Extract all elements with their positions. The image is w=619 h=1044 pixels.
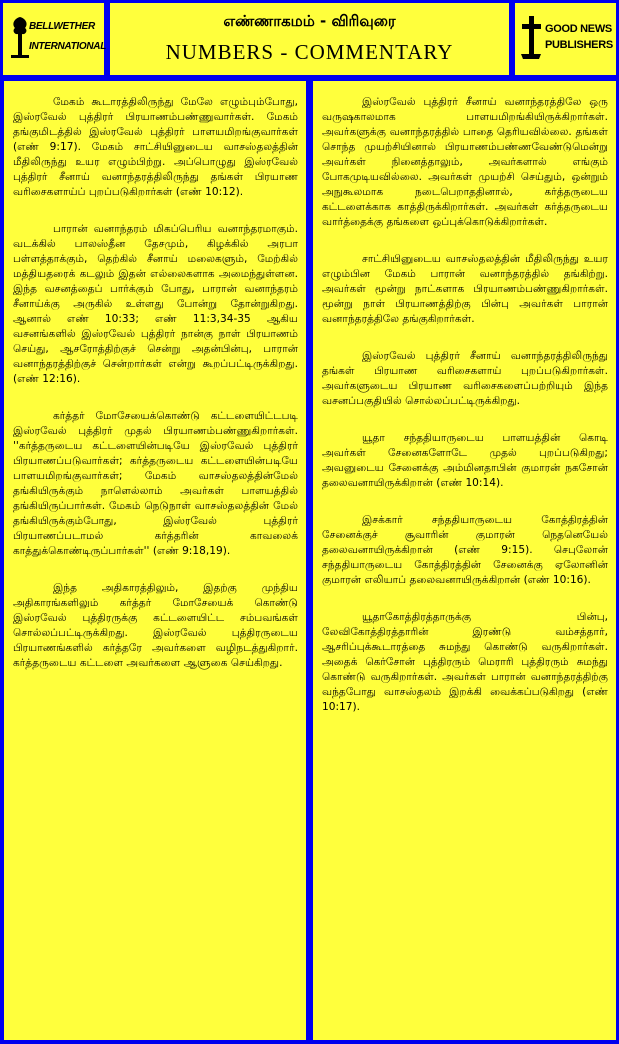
paragraph: இஸ்ரவேல் புத்திரர் சீனாய் வனாந்தரத்திலிருந்து தங்கள் பிரயாண வரிசைகளாய் புறப்படுகிறார்கள். அவர்களுடைய பிரயாண வரிசைகளைப்பற்றியும் இந்த வசனப்பகுதியில் சொல்லப்பட்டிருக்கிறது. (322, 350, 608, 407)
title-english: NUMBERS - COMMENTARY (165, 40, 454, 64)
left-column (4, 81, 306, 1040)
title-tamil: எண்ணாகமம் - விரிவுரை (223, 12, 396, 30)
ram-logo-icon (9, 15, 31, 59)
left-logo-line1: BELLWETHER (29, 21, 95, 32)
right-column (313, 81, 616, 1040)
paragraph: மேகம் கூடாரத்திலிருந்து மேலே எழும்பும்போது, இஸ்ரவேல் புத்திரர் பிரயாணம்பண்ணுவார்கள். மேகம் தங்குமிடத்தில் இஸ்ரவேல் புத்திரர் பாளயமிறங்குவார்கள் (எண் 9:17). மேகம் சாட்சியினுடைய வாசஸ்தலத்தின் மீதிலிருந்து உயர எழும்பிற்று. அப்பொழுது இஸ்ரவேல் புத்திரர் சீனாய் வனாந்தரத்திலிருந்து தங்கள் பிரயாண வரிசைகளாய்ப் புறப்படுகிறார்கள் (எண் 10:12). (13, 96, 298, 198)
paragraph: சாட்சியினுடைய வாசஸ்தலத்தின் மீதிலிருந்து உயர எழும்பின மேகம் பாரான் வனாந்தரத்தில் தங்கிற்று. அவர்கள் மூன்று நாட்களாக பிரயாணம்பண்ணுகிறார்கள். மூன்று நாள் பிரயாணத்திற்கு பின்பு அவர்கள் பாரான் வனாந்தரத்திலே தங்குகிறார்கள். (322, 253, 608, 325)
paragraph: பாரான் வனாந்தரம் மிகப்பெரிய வனாந்தரமாகும். வடக்கில் பாலஸ்தீன தேசமும், கிழக்கில் அரபா பள்ளத்தாக்கும், தெற்கில் சீனாய் மலைகளும், மேற்கில் மத்தியதரைக் கடலும் இதன் எல்லைகளாக அமைந்துள்ளன. இந்த வசனத்தைப் பார்க்கும் போது, பாரான் வனாந்தரம் சீனாய்க்கு அருகில் உள்ளது போன்று தோன்றுகிறது. ஆனால் எண் 10:33; எண் 11:3,34-35 ஆகிய வசனங்களில் இஸ்ரவேல் புத்திரர் நான்கு நாள் பிரயாணம் செய்து, ஆசரோத்திற்குச் சென்று அதன்பின்பு, பாரான் வனாந்தரத்திற்குச் சென்றார்கள் என்று கூறப்பட்டிருக்கிறது. (எண் 12:16). (13, 223, 298, 385)
paragraph: கர்த்தர் மோசேயைக்கொண்டு கட்டளையிட்டபடி இஸ்ரவேல் புத்திரர் முதல் பிரயாணம்பண்ணுகிறார்கள். ''கர்த்தருடைய கட்டளையின்படியே இஸ்ரவேல் புத்திரர் பிரயாணப்படுவார்கள்; கர்த்தருடைய கட்டளையின்படியே பாளயமிறங்குவார்கள்; மேகம் வாசஸ்தலத்தின்மேல் தங்கியிருக்கும் நாளெல்லாம் அவர்கள் பாளயத்தில் தங்கியிருப்பார்கள். மேகம் நெடுநாள் வாசஸ்தலத்தின் மேல் தங்கியிருக்கும்போது, இஸ்ரவேல் புத்திரர் பிரயாணப்படாமல் கர்த்தரின் காவலைக் காத்துக்கொண்டிருப்பார்கள்'' (எண் 9:18,19). (13, 410, 298, 557)
paragraph: இஸ்ரவேல் புத்திரர் சீனாய் வனாந்தரத்திலே ஒரு வருஷகாலமாக பாளயமிறங்கியிருக்கிறார்கள். அவர்களுக்கு வனாந்தரத்தில் பாதை தெரியவில்லை. தங்கள் சொந்த முயற்சியினால் பிரயாணம்பண்ணவேண்டுமென்று அவர்கள் நினைத்தாலும், அவர்களால் எங்கும் போகமுடியவில்லை. அவர்கள் முயற்சி செய்தும், ஒன்றும் அநுகூலமாக நடைபெறாததினால், கர்த்தருடைய கட்டளைக்காக காத்திருக்கிறார்கள். அவர்கள் கர்த்தருடைய வார்த்தைக்கு தங்களை ஒப்புக்கொடுக்கிறார்கள். (322, 96, 608, 228)
paragraph: யூதா சந்ததியாருடைய பாளயத்தின் கொடி அவர்கள் சேனைகளோடே முதல் புறப்படுகிறது; அவனுடைய சேனைக்கு அம்மினதாபின் குமாரன் நகசோன் தலைவனாயிருக்கிறான் (எண் 10:14). (322, 432, 608, 489)
right-logo-line2: PUBLISHERS (545, 39, 613, 51)
cross-logo-icon (519, 14, 543, 60)
title-panel (110, 3, 509, 75)
good-news-logo (515, 3, 616, 75)
left-logo-line2: INTERNATIONAL (29, 41, 107, 52)
paragraph: இசக்கார் சந்ததியாருடைய கோத்திரத்தின் சேனைக்குச் சூவாரின் குமாரன் நெதனெயேல் தலைவனாயிருக்கிறான் (எண் 9:15). செபுலோன் சந்ததியாருடைய கோத்திரத்தின் சேனைக்கு ஏலோனின் குமாரன் எலியாப் தலைவனாயிருக்கிறான் (எண் 10:16). (322, 514, 608, 586)
bellwether-logo (3, 3, 107, 75)
paragraph: இந்த அதிகாரத்திலும், இதற்கு முந்திய அதிகாரங்களிலும் கர்த்தர் மோசேயைக் கொண்டு இஸ்ரவேல் புத்திரருக்கு கட்டளையிட்ட சம்பவங்கள் சொல்லப்பட்டிருக்கிறது. இஸ்ரவேல் புத்திரருடைய பிரயாணங்களில் கர்த்தரே அவர்களை வழிநடத்துகிறார். கர்த்தருடைய கட்டளை அவர்களை ஆளுகை செய்கிறது. (13, 582, 298, 669)
paragraph: யூதாகோத்திரத்தாருக்கு பின்பு, லேவிகோத்திரத்தாரின் இரண்டு வம்சத்தார், ஆசரிப்புக்கூடாரத்தை சுமந்து கொண்டு வருகிறார்கள். அதைக் கெர்சோன் புத்திரரும் மெராரி புத்திரரும் சுமந்து கொண்டு வருகிறார்கள். அவர்கள் பாரான் வனாந்தரத்திற்கு வந்தபோது வாசஸ்தலம் இறக்கி வைக்கப்படுகிறது (எண் 10:17). (322, 611, 608, 713)
right-logo-line1: GOOD NEWS (545, 23, 612, 35)
